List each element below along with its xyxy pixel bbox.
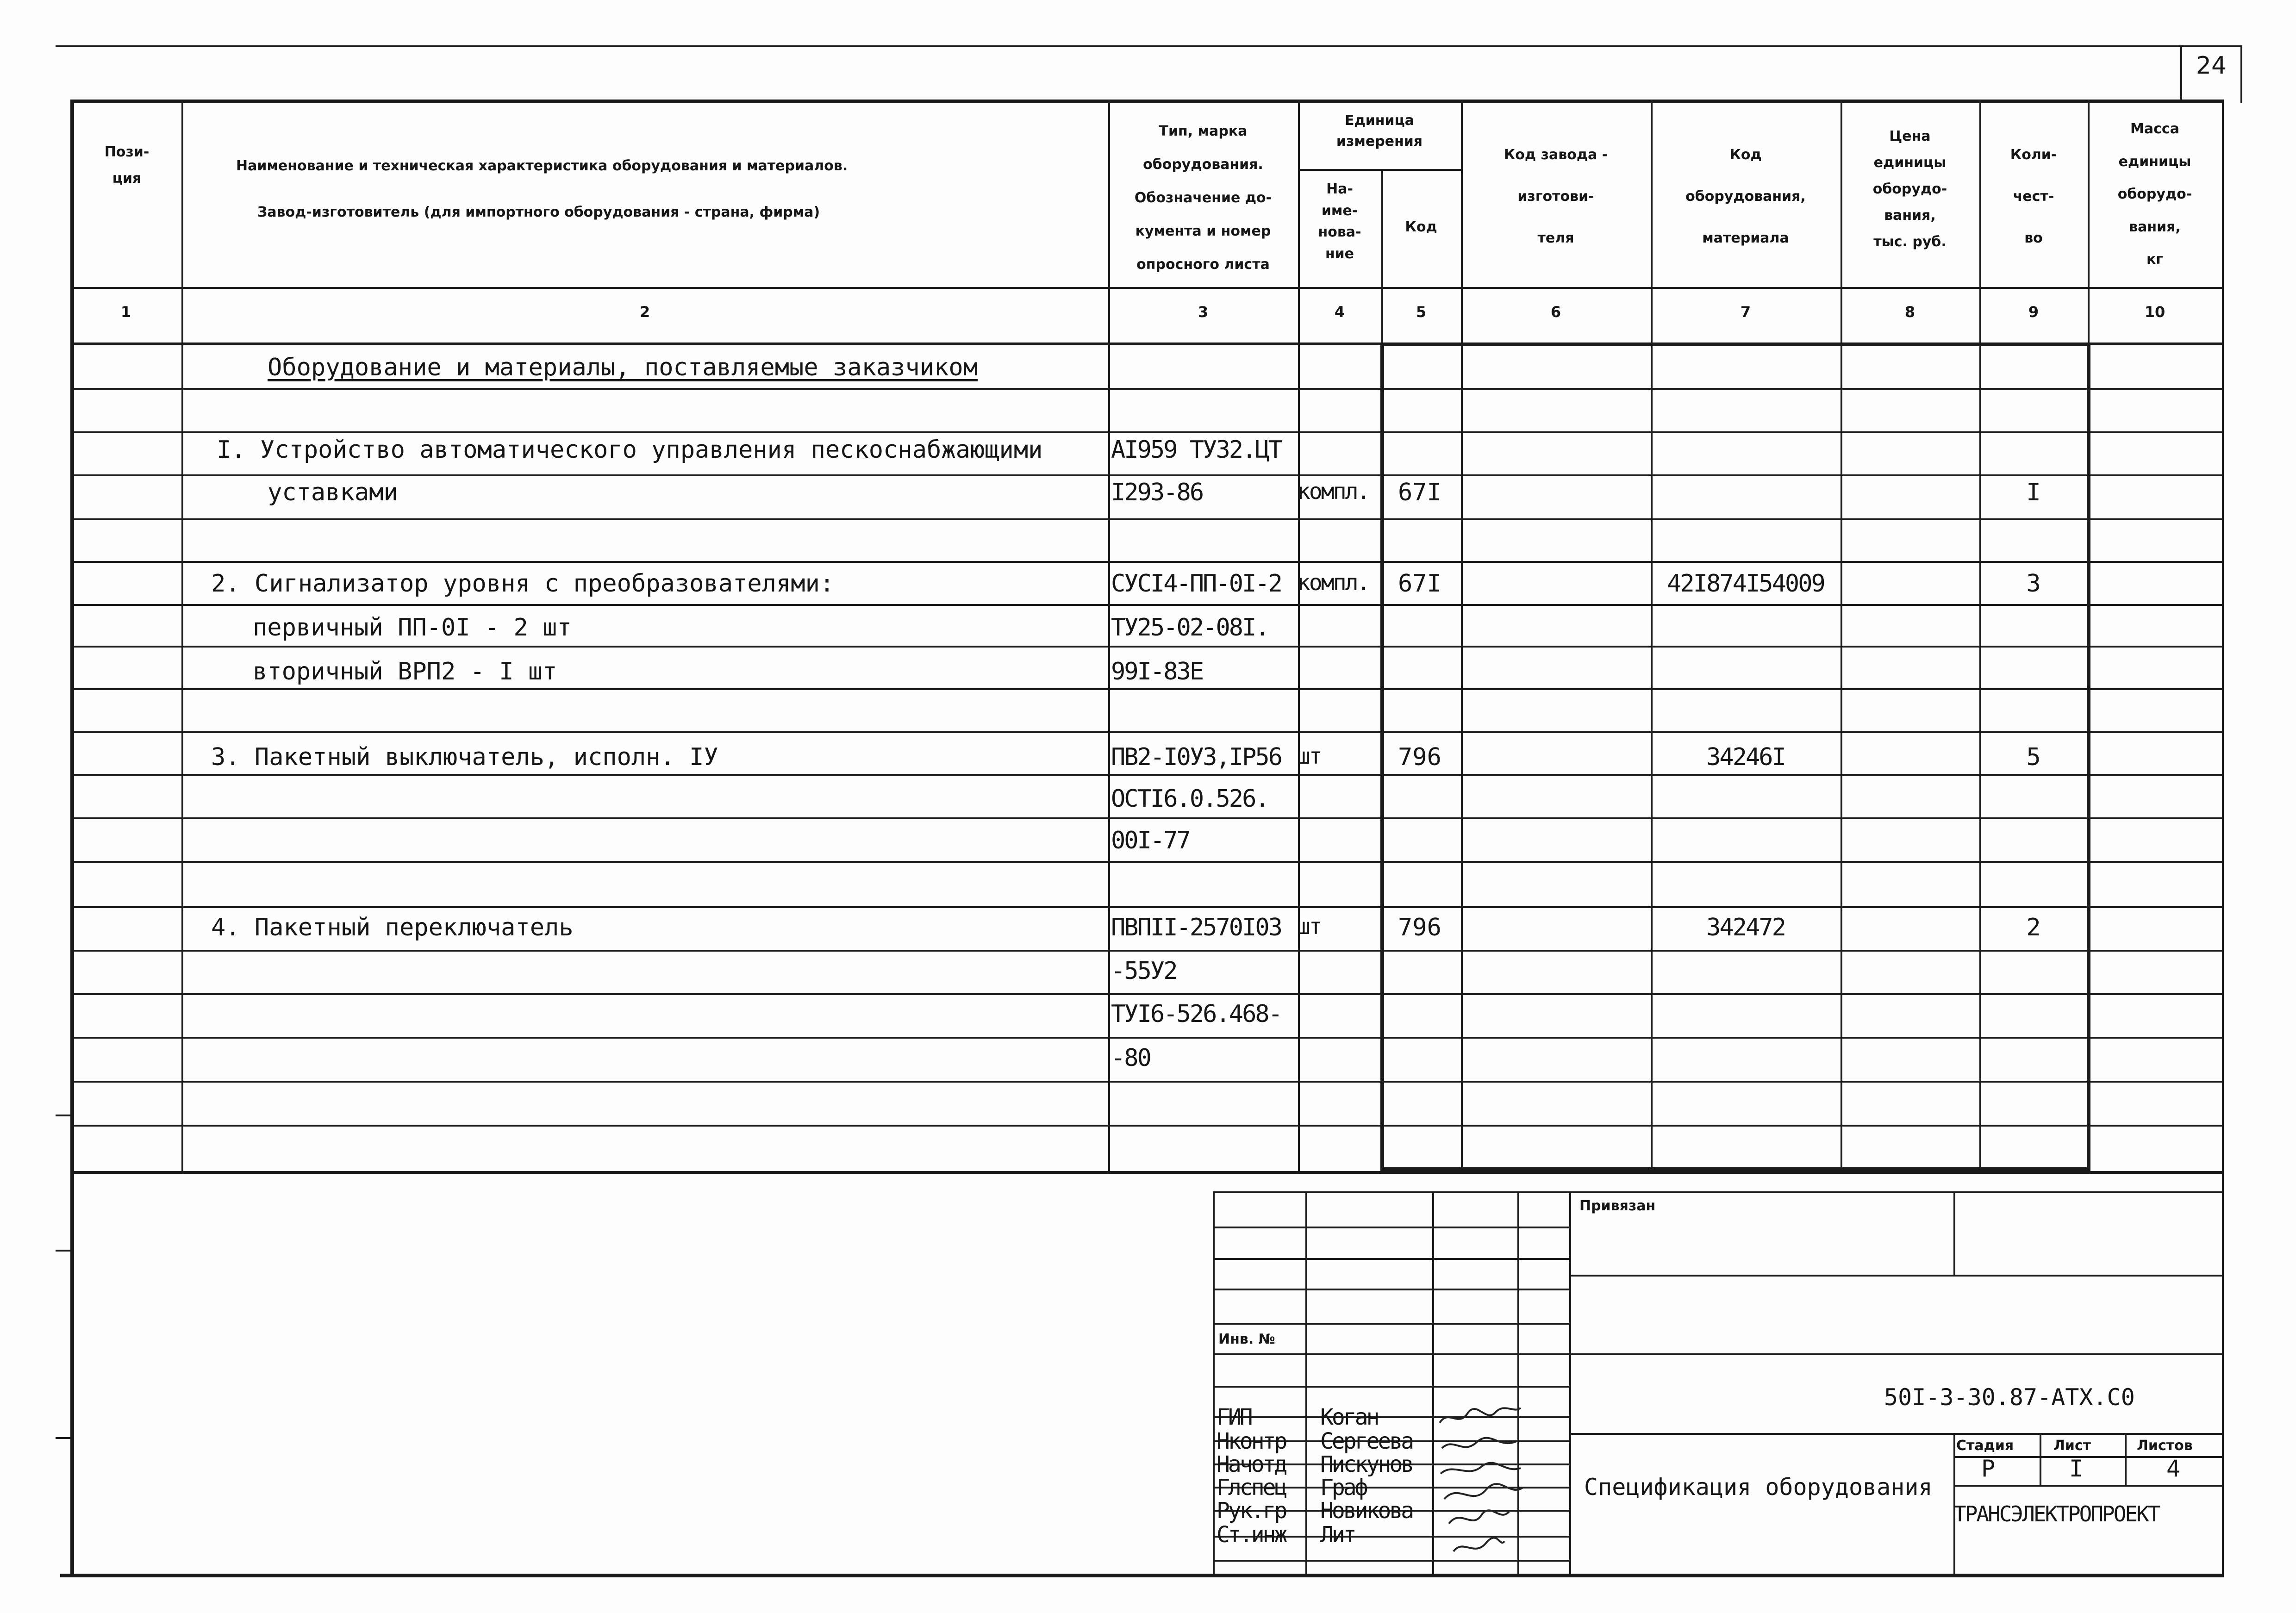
signature-kogan — [1440, 1408, 1521, 1423]
signature-lit — [1454, 1538, 1504, 1551]
bold-divider — [1380, 1167, 2090, 1171]
item-name: первичный ПП-0I - 2 шт — [253, 614, 572, 641]
header-plant-code: Код завода - изготови- теля — [1504, 147, 1608, 246]
column-number: 3 — [1198, 303, 1209, 321]
signatory-name: Граф — [1320, 1475, 1366, 1501]
sheet-label: Лист — [2053, 1438, 2091, 1454]
signatory-name: Коган — [1320, 1404, 1378, 1430]
signatory-name: Сергеева — [1320, 1428, 1413, 1454]
tb-line — [1213, 1353, 1569, 1355]
row-line — [70, 604, 2222, 606]
inventory-number-label: Инв. № — [1218, 1331, 1275, 1347]
row-line — [70, 561, 2222, 563]
signature-novikova — [1449, 1510, 1509, 1524]
item-type: ПВ2-I0У3,IP56 — [1111, 743, 1281, 771]
signature-graf — [1444, 1484, 1523, 1499]
signatory-role: Глспец — [1217, 1475, 1286, 1501]
item-unit: шт — [1297, 914, 1321, 940]
item-unit-code: 796 — [1398, 743, 1441, 771]
sheets-label: Листов — [2137, 1438, 2193, 1454]
column-number: 1 — [120, 303, 131, 321]
table-left-border — [70, 100, 74, 1576]
stage-label: Стадия — [1956, 1438, 2014, 1454]
item-type: ПВПII-2570I03 — [1111, 914, 1281, 941]
document-title: Спецификация оборудования — [1584, 1474, 1933, 1501]
item-name: 2. Сигнализатор уровня с преобразователями: — [211, 570, 835, 598]
header-position: Пози- ция — [104, 144, 150, 187]
header-unit-name: На- име- нова- ние — [1318, 181, 1361, 262]
row-line — [70, 817, 2222, 819]
item-unit-code: 796 — [1398, 914, 1441, 941]
item-name: 3. Пакетный выключатель, исполн. IУ — [211, 743, 718, 771]
tb-line — [1569, 1275, 2222, 1277]
tb-vline — [2040, 1433, 2041, 1485]
tb-vline — [1305, 1191, 1307, 1574]
document-code: 50I-3-30.87-АТХ.С0 — [1884, 1384, 2135, 1411]
signatory-role: Рук.гр — [1217, 1498, 1286, 1524]
column-divider — [1461, 100, 1463, 1171]
row-line — [70, 906, 2222, 908]
bold-divider — [1380, 343, 1384, 1171]
item-type: 99I-83Е — [1111, 658, 1203, 685]
row-line — [70, 861, 2222, 863]
header-name-line2: Завод-изготовитель (для импортного оборудования - страна, фирма) — [257, 204, 820, 220]
margin-mark — [56, 1437, 72, 1439]
header-name-line1: Наименование и техническая характеристика оборудования и материалов. — [236, 158, 848, 174]
item-type: 00I-77 — [1111, 827, 1190, 854]
item-equipment-code: 342472 — [1706, 914, 1785, 941]
top-margin-line — [56, 45, 2240, 47]
item-type: СУСI4-ПП-0I-2 — [1111, 570, 1281, 598]
item-unit-code: 67I — [1398, 479, 1441, 506]
margin-mark — [56, 1115, 72, 1116]
tb-line — [1569, 1353, 2222, 1355]
tb-vline — [1569, 1191, 1571, 1574]
column-divider — [1651, 100, 1653, 1171]
sheets-value: 4 — [2166, 1455, 2181, 1482]
item-quantity: 2 — [2026, 914, 2041, 941]
item-type: ОСТI6.0.526. — [1111, 785, 1268, 813]
organization-name: ТРАНСЭЛЕКТРОПРОЕКТ — [1953, 1501, 2159, 1526]
signatory-name: Лит — [1320, 1522, 1355, 1548]
header-unit-group: Единица измерения — [1336, 112, 1423, 149]
item-quantity: 5 — [2026, 743, 2041, 771]
item-unit: компл. — [1297, 570, 1369, 596]
item-name: вторичный ВРП2 - I шт — [253, 658, 557, 685]
header-type: Тип, марка оборудования. Обозначение до- кумента и номер опросного листа — [1134, 123, 1272, 273]
row-line — [70, 950, 2222, 952]
item-type: I293-86 — [1111, 479, 1203, 506]
signatory-name: Новикова — [1320, 1498, 1413, 1524]
signatory-role: Ст.инж — [1217, 1522, 1286, 1548]
unit-group-divider — [1298, 169, 1461, 171]
tb-vline — [1432, 1191, 1434, 1574]
column-number: 6 — [1550, 303, 1561, 321]
row-line — [70, 474, 2222, 476]
row-line — [70, 431, 2222, 433]
column-number: 7 — [1740, 303, 1751, 321]
sheet-bottom-border — [60, 1574, 2224, 1577]
item-quantity: 3 — [2026, 570, 2041, 598]
tb-line — [1213, 1258, 1569, 1260]
margin-mark — [56, 1250, 72, 1252]
item-quantity: I — [2026, 479, 2041, 506]
row-line — [70, 1125, 2222, 1127]
item-type: -55У2 — [1111, 957, 1177, 985]
row-line — [70, 388, 2222, 390]
table-right-border — [2222, 100, 2224, 1576]
tb-line — [1213, 1289, 1569, 1290]
tb-line — [1569, 1433, 2222, 1435]
table-top-border — [70, 100, 2224, 103]
tb-vline — [2125, 1433, 2127, 1485]
signature-sergeeva — [1442, 1438, 1518, 1448]
stage-value: Р — [1981, 1455, 1996, 1482]
item-name: I. Устройство автоматического управления пескоснабжающими — [217, 436, 1043, 464]
privyazan-label: Привязан — [1579, 1198, 1656, 1214]
item-unit-code: 67I — [1398, 570, 1441, 598]
bold-divider — [1380, 343, 2090, 346]
tb-line — [1953, 1485, 2222, 1487]
column-number: 8 — [1904, 303, 1915, 321]
column-number: 2 — [639, 303, 650, 321]
tb-line — [1213, 1386, 1569, 1388]
signature-piskunov — [1441, 1463, 1521, 1474]
item-equipment-code: 42I874I54009 — [1667, 570, 1824, 598]
item-type: ТУ25-02-08I. — [1111, 614, 1268, 641]
header-unit-code: Код — [1405, 219, 1437, 235]
column-divider — [181, 100, 183, 1171]
item-name: уставками — [268, 479, 398, 506]
item-name: 4. Пакетный переключатель — [211, 914, 574, 941]
row-line — [70, 774, 2222, 776]
item-type: ТУI6-526.468- — [1111, 1000, 1281, 1028]
column-divider — [1841, 100, 1842, 1171]
row-line — [70, 993, 2222, 995]
column-number: 10 — [2144, 303, 2165, 321]
signatory-role: ГИП — [1217, 1404, 1251, 1430]
sheet-number: 24 — [2196, 52, 2227, 80]
header-mass: Масса единицы оборудо- вания, кг — [2117, 121, 2192, 268]
row-line — [70, 646, 2222, 648]
header-quantity: Коли- чест- во — [2010, 147, 2057, 246]
item-type: AI959 ТУ32.ЦТ — [1111, 436, 1281, 464]
sheet-value: I — [2069, 1455, 2084, 1482]
row-line — [70, 731, 2222, 733]
column-number: 5 — [1416, 303, 1427, 321]
body-bottom-line — [70, 1171, 2222, 1174]
item-unit: компл. — [1297, 479, 1369, 504]
row-line — [70, 688, 2222, 690]
tb-vline — [1213, 1191, 1215, 1574]
item-type: -80 — [1111, 1044, 1150, 1072]
column-number: 9 — [2028, 303, 2039, 321]
signatures — [1435, 1404, 1528, 1576]
row-line — [70, 518, 2222, 520]
row-line — [70, 1081, 2222, 1083]
header-price: Цена единицы оборудо- вания, тыс. руб. — [1872, 128, 1947, 250]
section-title: Оборудование и материалы, поставляемые заказчиком — [268, 354, 978, 381]
tb-line — [1213, 1323, 1569, 1325]
signatory-role: Начотд — [1217, 1451, 1286, 1477]
tb-line — [1213, 1227, 1569, 1228]
item-equipment-code: 34246I — [1706, 743, 1785, 771]
sheet-number-box-right — [2240, 45, 2242, 103]
column-divider — [1979, 100, 1981, 1171]
item-unit: шт — [1297, 743, 1321, 769]
tb-line — [1213, 1191, 2224, 1193]
signatory-role: Нконтр — [1217, 1428, 1286, 1454]
column-number: 4 — [1334, 303, 1345, 321]
tb-vline — [1953, 1191, 1955, 1275]
header-bottom-line — [70, 287, 2222, 289]
header-equipment-code: Код оборудования, материала — [1685, 147, 1806, 246]
signatory-name: Пискунов — [1320, 1451, 1413, 1477]
row-line — [70, 1037, 2222, 1039]
